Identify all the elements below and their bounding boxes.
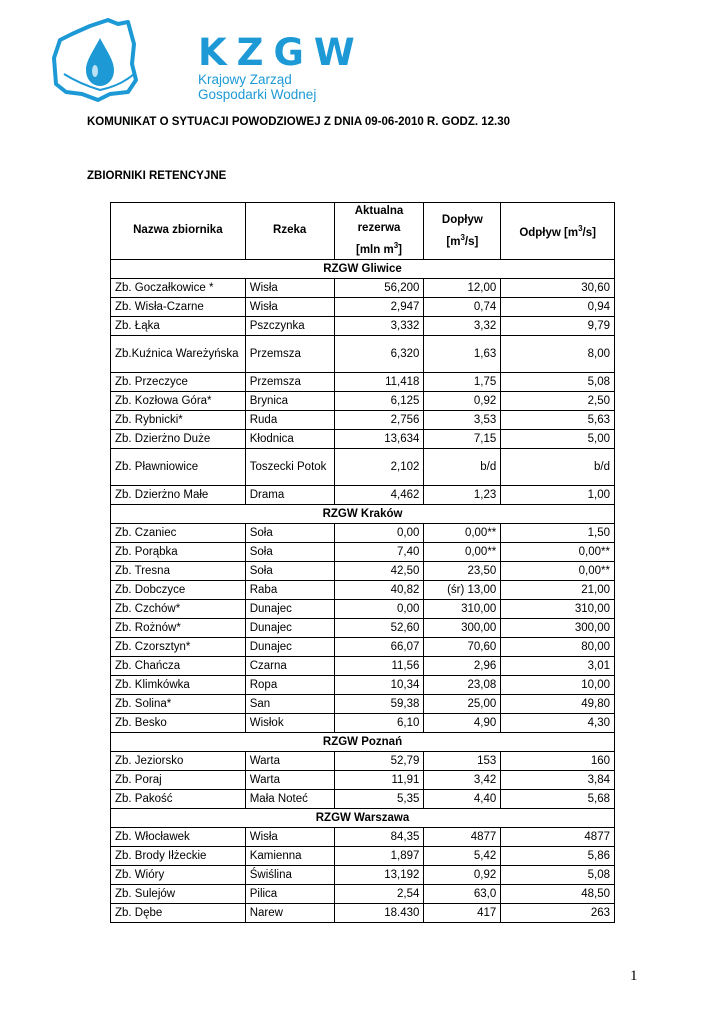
cell-river: Wisła (245, 827, 334, 846)
cell-outflow: 300,00 (501, 618, 615, 637)
cell-outflow: 2,50 (501, 391, 615, 410)
table-row (111, 391, 615, 410)
cell-outflow: 9,79 (501, 316, 615, 335)
cell-river: Dunajec (245, 618, 334, 637)
cell-name: Zb. Porąbka (111, 542, 246, 561)
cell-river: Czarna (245, 656, 334, 675)
region-header-row (111, 259, 615, 278)
col-header-reserve: Aktualna rezerwa [mln $m^3$] (334, 203, 424, 260)
cell-outflow: 49,80 (501, 694, 615, 713)
cell-outflow: 5,08 (501, 372, 615, 391)
cell-river: Dunajec (245, 599, 334, 618)
cell-outflow: 5,68 (501, 789, 615, 808)
cell-river: San (245, 694, 334, 713)
cell-river: Soła (245, 561, 334, 580)
cell-outflow: 0,00** (501, 542, 615, 561)
cell-outflow: 0,94 (501, 297, 615, 316)
cell-river: Wisła (245, 297, 334, 316)
table-row (111, 523, 615, 542)
cell-name: Zb. Besko (111, 713, 246, 732)
cell-reserve: 6,10 (334, 713, 424, 732)
cell-reserve: 84,35 (334, 827, 424, 846)
logo-line-2: Gospodarki Wodnej (198, 87, 317, 102)
cell-outflow: 160 (501, 751, 615, 770)
cell-river: Brynica (245, 391, 334, 410)
cell-name: Zb. Brody Iłżeckie (111, 846, 246, 865)
cell-river: Pszczynka (245, 316, 334, 335)
logo-wordmark: KZGW (198, 31, 365, 74)
col-header-inflow: Dopływ $[m^3/s]$ (424, 203, 501, 260)
cell-inflow: 417 (424, 903, 501, 922)
col-header-outflow: Odpływ $[m^3/s]$ (501, 203, 615, 260)
section-title: ZBIORNIKI RETENCYJNE (87, 170, 227, 182)
cell-outflow: 263 (501, 903, 615, 922)
cell-outflow: 1,00 (501, 485, 615, 504)
cell-name: Zb. Kozłowa Góra* (111, 391, 246, 410)
cell-outflow: 5,86 (501, 846, 615, 865)
cell-inflow: 0,74 (424, 297, 501, 316)
region-name: RZGW Gliwice (111, 259, 615, 278)
cell-name: Zb. Włocławek (111, 827, 246, 846)
cell-outflow: 5,00 (501, 429, 615, 448)
cell-reserve: 11,418 (334, 372, 424, 391)
cell-outflow: 4,30 (501, 713, 615, 732)
table-row (111, 656, 615, 675)
cell-inflow: 23,08 (424, 675, 501, 694)
cell-name: Zb. Goczałkowice * (111, 278, 246, 297)
cell-outflow: 21,00 (501, 580, 615, 599)
region-name: RZGW Kraków (111, 504, 615, 523)
table-row (111, 827, 615, 846)
cell-reserve: 2,947 (334, 297, 424, 316)
cell-reserve: 11,91 (334, 770, 424, 789)
cell-name: Zb. Łąka (111, 316, 246, 335)
cell-name: Zb.Kuźnica Wareżyńska (111, 335, 246, 372)
cell-river: Soła (245, 542, 334, 561)
cell-river: Wisła (245, 278, 334, 297)
cell-inflow: 153 (424, 751, 501, 770)
table-row (111, 542, 615, 561)
table-header-row (111, 203, 615, 260)
cell-inflow: 4,40 (424, 789, 501, 808)
cell-inflow: 3,53 (424, 410, 501, 429)
cell-reserve: 52,60 (334, 618, 424, 637)
cell-name: Zb. Dębe (111, 903, 246, 922)
cell-outflow: b/d (501, 448, 615, 485)
cell-reserve: 13,192 (334, 865, 424, 884)
cell-inflow: b/d (424, 448, 501, 485)
cell-outflow: 3,01 (501, 656, 615, 675)
cell-river: Kamienna (245, 846, 334, 865)
table-row (111, 865, 615, 884)
cell-name: Zb. Wisła-Czarne (111, 297, 246, 316)
cell-name: Zb. Pławniowice (111, 448, 246, 485)
cell-inflow: 23,50 (424, 561, 501, 580)
table-row (111, 713, 615, 732)
cell-inflow: 70,60 (424, 637, 501, 656)
cell-inflow: 3,32 (424, 316, 501, 335)
cell-name: Zb. Jeziorsko (111, 751, 246, 770)
cell-river: Świślina (245, 865, 334, 884)
cell-outflow: 1,50 (501, 523, 615, 542)
poland-map-icon (50, 14, 150, 104)
logo-line-1: Krajowy Zarząd (198, 72, 292, 87)
cell-river: Pilica (245, 884, 334, 903)
cell-inflow: 7,15 (424, 429, 501, 448)
cell-outflow: 310,00 (501, 599, 615, 618)
cell-river: Dunajec (245, 637, 334, 656)
cell-inflow: 0,92 (424, 391, 501, 410)
cell-inflow: 25,00 (424, 694, 501, 713)
table-row (111, 372, 615, 391)
table-row (111, 561, 615, 580)
cell-river: Warta (245, 770, 334, 789)
cell-name: Zb. Rybnicki* (111, 410, 246, 429)
cell-inflow: 0,92 (424, 865, 501, 884)
cell-reserve: 3,332 (334, 316, 424, 335)
cell-name: Zb. Solina* (111, 694, 246, 713)
table-row (111, 599, 615, 618)
page-number: 1 (630, 968, 638, 984)
cell-outflow: 8,00 (501, 335, 615, 372)
cell-reserve: 13,634 (334, 429, 424, 448)
cell-outflow: 4877 (501, 827, 615, 846)
table-row (111, 884, 615, 903)
cell-inflow: 1,23 (424, 485, 501, 504)
cell-reserve: 0,00 (334, 599, 424, 618)
cell-name: Zb. Przeczyce (111, 372, 246, 391)
cell-reserve: 4,462 (334, 485, 424, 504)
cell-outflow: 5,08 (501, 865, 615, 884)
cell-outflow: 3,84 (501, 770, 615, 789)
cell-reserve: 7,40 (334, 542, 424, 561)
cell-name: Zb. Czchów* (111, 599, 246, 618)
cell-river: Soła (245, 523, 334, 542)
cell-inflow: (śr) 13,00 (424, 580, 501, 599)
cell-reserve: 2,54 (334, 884, 424, 903)
cell-inflow: 4,90 (424, 713, 501, 732)
cell-river: Ropa (245, 675, 334, 694)
cell-reserve: 6,320 (334, 335, 424, 372)
cell-river: Przemsza (245, 372, 334, 391)
cell-name: Zb. Rożnów* (111, 618, 246, 637)
table-row (111, 789, 615, 808)
cell-reserve: 1,897 (334, 846, 424, 865)
table-row (111, 580, 615, 599)
cell-river: Mała Noteć (245, 789, 334, 808)
table-row (111, 335, 615, 372)
table-row (111, 770, 615, 789)
cell-inflow: 310,00 (424, 599, 501, 618)
cell-reserve: 56,200 (334, 278, 424, 297)
region-header-row (111, 732, 615, 751)
cell-river: Przemsza (245, 335, 334, 372)
cell-river: Warta (245, 751, 334, 770)
cell-reserve: 2,102 (334, 448, 424, 485)
table-row (111, 297, 615, 316)
cell-reserve: 18.430 (334, 903, 424, 922)
kzgw-logo (50, 14, 365, 104)
cell-name: Zb. Pakość (111, 789, 246, 808)
cell-reserve: 52,79 (334, 751, 424, 770)
table-row (111, 903, 615, 922)
cell-name: Zb. Czorsztyn* (111, 637, 246, 656)
cell-river: Toszecki Potok (245, 448, 334, 485)
document-title: KOMUNIKAT O SYTUACJI POWODZIOWEJ Z DNIA 09-06-2010 R. GODZ. 12.30 (87, 116, 511, 128)
table-row (111, 618, 615, 637)
cell-inflow: 4877 (424, 827, 501, 846)
reservoir-table (110, 202, 615, 923)
cell-name: Zb. Chańcza (111, 656, 246, 675)
table-row (111, 278, 615, 297)
cell-name: Zb. Dzierżno Duże (111, 429, 246, 448)
cell-river: Ruda (245, 410, 334, 429)
cell-outflow: 30,60 (501, 278, 615, 297)
table-row (111, 410, 615, 429)
cell-name: Zb. Dzierżno Małe (111, 485, 246, 504)
cell-inflow: 63,0 (424, 884, 501, 903)
cell-river: Narew (245, 903, 334, 922)
cell-name: Zb. Sulejów (111, 884, 246, 903)
cell-reserve: 10,34 (334, 675, 424, 694)
cell-name: Zb. Poraj (111, 770, 246, 789)
cell-reserve: 59,38 (334, 694, 424, 713)
table-row (111, 846, 615, 865)
cell-inflow: 1,63 (424, 335, 501, 372)
cell-reserve: 11,56 (334, 656, 424, 675)
table-row (111, 637, 615, 656)
cell-river: Drama (245, 485, 334, 504)
cell-inflow: 0,00** (424, 523, 501, 542)
cell-reserve: 5,35 (334, 789, 424, 808)
cell-inflow: 0,00** (424, 542, 501, 561)
region-header-row (111, 504, 615, 523)
cell-name: Zb. Klimkówka (111, 675, 246, 694)
cell-reserve: 66,07 (334, 637, 424, 656)
cell-reserve: 6,125 (334, 391, 424, 410)
cell-reserve: 42,50 (334, 561, 424, 580)
cell-name: Zb. Czaniec (111, 523, 246, 542)
cell-outflow: 80,00 (501, 637, 615, 656)
table-row (111, 675, 615, 694)
cell-outflow: 0,00** (501, 561, 615, 580)
cell-inflow: 3,42 (424, 770, 501, 789)
table-row (111, 448, 615, 485)
cell-inflow: 12,00 (424, 278, 501, 297)
cell-river: Kłodnica (245, 429, 334, 448)
cell-outflow: 10,00 (501, 675, 615, 694)
cell-outflow: 48,50 (501, 884, 615, 903)
table-row (111, 485, 615, 504)
cell-outflow: 5,63 (501, 410, 615, 429)
region-name: RZGW Warszawa (111, 808, 615, 827)
table-row (111, 316, 615, 335)
cell-reserve: 40,82 (334, 580, 424, 599)
cell-reserve: 0,00 (334, 523, 424, 542)
col-header-river: Rzeka (245, 203, 334, 260)
cell-inflow: 5,42 (424, 846, 501, 865)
cell-river: Raba (245, 580, 334, 599)
region-name: RZGW Poznań (111, 732, 615, 751)
cell-reserve: 2,756 (334, 410, 424, 429)
cell-inflow: 1,75 (424, 372, 501, 391)
table-row (111, 429, 615, 448)
cell-inflow: 2,96 (424, 656, 501, 675)
cell-name: Zb. Wióry (111, 865, 246, 884)
col-header-name: Nazwa zbiornika (111, 203, 246, 260)
table-row (111, 751, 615, 770)
cell-name: Zb. Tresna (111, 561, 246, 580)
region-header-row (111, 808, 615, 827)
cell-river: Wisłok (245, 713, 334, 732)
cell-inflow: 300,00 (424, 618, 501, 637)
cell-name: Zb. Dobczyce (111, 580, 246, 599)
table-row (111, 694, 615, 713)
